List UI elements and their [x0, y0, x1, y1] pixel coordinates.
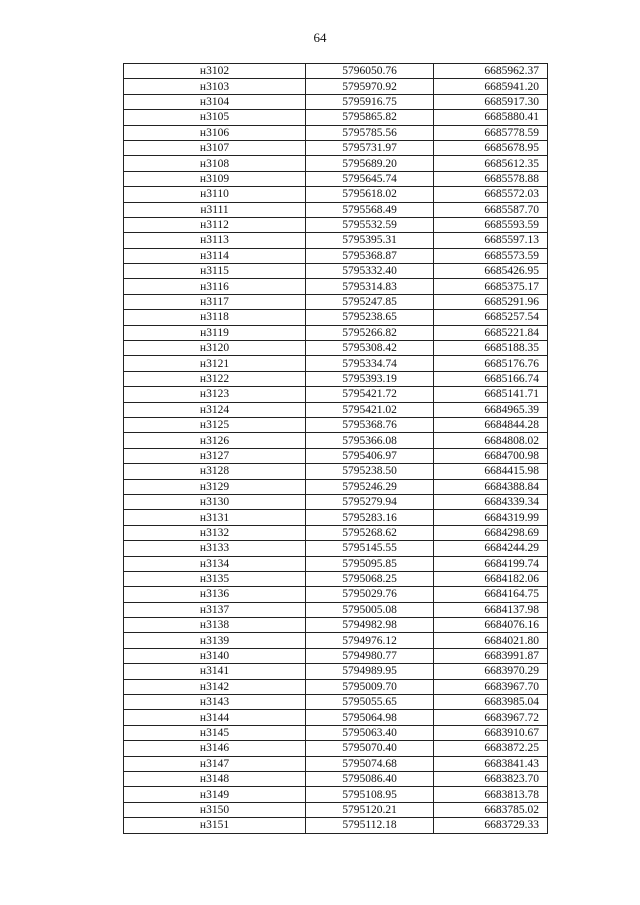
point-id-cell: н3106 [124, 125, 306, 140]
point-id-cell: н3105 [124, 110, 306, 125]
table-row [124, 464, 548, 479]
x-coordinate-cell: 5795731.97 [306, 140, 434, 155]
point-id-cell: н3104 [124, 94, 306, 109]
x-coordinate-cell: 5795532.59 [306, 217, 434, 232]
x-coordinate-cell: 5795393.19 [306, 371, 434, 386]
table-row [124, 448, 548, 463]
y-coordinate-cell: 6685257.54 [434, 310, 548, 325]
y-coordinate-cell: 6685962.37 [434, 64, 548, 79]
y-coordinate-cell: 6683785.02 [434, 802, 548, 817]
x-coordinate-cell: 5795689.20 [306, 156, 434, 171]
y-coordinate-cell: 6683813.78 [434, 787, 548, 802]
x-coordinate-cell: 5795005.08 [306, 602, 434, 617]
table-row [124, 110, 548, 125]
y-coordinate-cell: 6683729.33 [434, 818, 548, 833]
table-row [124, 156, 548, 171]
y-coordinate-cell: 6685291.96 [434, 294, 548, 309]
x-coordinate-cell: 5795334.74 [306, 356, 434, 371]
point-id-cell: н3119 [124, 325, 306, 340]
point-id-cell: н3135 [124, 571, 306, 586]
point-id-cell: н3144 [124, 710, 306, 725]
point-id-cell: н3115 [124, 264, 306, 279]
point-id-cell: н3126 [124, 433, 306, 448]
table-row [124, 79, 548, 94]
table-row [124, 387, 548, 402]
table-row [124, 202, 548, 217]
point-id-cell: н3149 [124, 787, 306, 802]
point-id-cell: н3147 [124, 756, 306, 771]
point-id-cell: н3148 [124, 771, 306, 786]
y-coordinate-cell: 6684021.80 [434, 633, 548, 648]
point-id-cell: н3146 [124, 741, 306, 756]
x-coordinate-cell: 5795308.42 [306, 341, 434, 356]
y-coordinate-cell: 6683967.72 [434, 710, 548, 725]
table-row [124, 140, 548, 155]
y-coordinate-cell: 6684808.02 [434, 433, 548, 448]
x-coordinate-cell: 5795055.65 [306, 695, 434, 710]
y-coordinate-cell: 6683910.67 [434, 725, 548, 740]
x-coordinate-cell: 5794989.95 [306, 664, 434, 679]
point-id-cell: н3132 [124, 525, 306, 540]
table-row [124, 695, 548, 710]
point-id-cell: н3110 [124, 187, 306, 202]
x-coordinate-cell: 5796050.76 [306, 64, 434, 79]
y-coordinate-cell: 6683970.29 [434, 664, 548, 679]
x-coordinate-cell: 5795279.94 [306, 494, 434, 509]
point-id-cell: н3128 [124, 464, 306, 479]
y-coordinate-cell: 6684339.34 [434, 494, 548, 509]
point-id-cell: н3142 [124, 679, 306, 694]
x-coordinate-cell: 5795283.16 [306, 510, 434, 525]
y-coordinate-cell: 6684244.29 [434, 541, 548, 556]
y-coordinate-cell: 6685426.95 [434, 264, 548, 279]
table-row [124, 341, 548, 356]
point-id-cell: н3140 [124, 648, 306, 663]
y-coordinate-cell: 6685597.13 [434, 233, 548, 248]
table-row [124, 356, 548, 371]
table-row [124, 402, 548, 417]
table-row [124, 233, 548, 248]
x-coordinate-cell: 5795395.31 [306, 233, 434, 248]
x-coordinate-cell: 5795029.76 [306, 587, 434, 602]
table-row [124, 710, 548, 725]
point-id-cell: н3129 [124, 479, 306, 494]
table-row [124, 541, 548, 556]
x-coordinate-cell: 5795086.40 [306, 771, 434, 786]
table-row [124, 248, 548, 263]
y-coordinate-cell: 6685678.95 [434, 140, 548, 155]
point-id-cell: н3109 [124, 171, 306, 186]
point-id-cell: н3107 [124, 140, 306, 155]
y-coordinate-cell: 6685375.17 [434, 279, 548, 294]
x-coordinate-cell: 5795095.85 [306, 556, 434, 571]
table-row [124, 325, 548, 340]
point-id-cell: н3150 [124, 802, 306, 817]
y-coordinate-cell: 6685593.59 [434, 217, 548, 232]
x-coordinate-cell: 5795238.50 [306, 464, 434, 479]
table-row [124, 187, 548, 202]
table-row [124, 802, 548, 817]
table-row [124, 371, 548, 386]
y-coordinate-cell: 6684298.69 [434, 525, 548, 540]
table-row [124, 310, 548, 325]
y-coordinate-cell: 6683985.04 [434, 695, 548, 710]
table-row [124, 664, 548, 679]
point-id-cell: н3117 [124, 294, 306, 309]
y-coordinate-cell: 6685573.59 [434, 248, 548, 263]
y-coordinate-cell: 6684319.99 [434, 510, 548, 525]
x-coordinate-cell: 5795314.83 [306, 279, 434, 294]
y-coordinate-cell: 6685778.59 [434, 125, 548, 140]
point-id-cell: н3131 [124, 510, 306, 525]
x-coordinate-cell: 5795120.21 [306, 802, 434, 817]
y-coordinate-cell: 6683872.25 [434, 741, 548, 756]
point-id-cell: н3138 [124, 618, 306, 633]
point-id-cell: н3130 [124, 494, 306, 509]
x-coordinate-cell: 5795618.02 [306, 187, 434, 202]
table-row [124, 602, 548, 617]
coordinates-table [123, 63, 548, 834]
point-id-cell: н3123 [124, 387, 306, 402]
table-row [124, 556, 548, 571]
y-coordinate-cell: 6684137.98 [434, 602, 548, 617]
table-row [124, 64, 548, 79]
table-row [124, 494, 548, 509]
y-coordinate-cell: 6684164.75 [434, 587, 548, 602]
x-coordinate-cell: 5795970.92 [306, 79, 434, 94]
table-row [124, 818, 548, 833]
y-coordinate-cell: 6685176.76 [434, 356, 548, 371]
table-row [124, 479, 548, 494]
x-coordinate-cell: 5795368.76 [306, 417, 434, 432]
point-id-cell: н3143 [124, 695, 306, 710]
table-row [124, 679, 548, 694]
point-id-cell: н3116 [124, 279, 306, 294]
point-id-cell: н3136 [124, 587, 306, 602]
x-coordinate-cell: 5795368.87 [306, 248, 434, 263]
x-coordinate-cell: 5795406.97 [306, 448, 434, 463]
table-row [124, 525, 548, 540]
x-coordinate-cell: 5795421.72 [306, 387, 434, 402]
table-row [124, 94, 548, 109]
table-row [124, 771, 548, 786]
x-coordinate-cell: 5795068.25 [306, 571, 434, 586]
x-coordinate-cell: 5795112.18 [306, 818, 434, 833]
point-id-cell: н3114 [124, 248, 306, 263]
y-coordinate-cell: 6684415.98 [434, 464, 548, 479]
page-number: 64 [313, 30, 327, 45]
point-id-cell: н3122 [124, 371, 306, 386]
x-coordinate-cell: 5795246.29 [306, 479, 434, 494]
table-row [124, 787, 548, 802]
x-coordinate-cell: 5795070.40 [306, 741, 434, 756]
table-row [124, 756, 548, 771]
x-coordinate-cell: 5795645.74 [306, 171, 434, 186]
y-coordinate-cell: 6685572.03 [434, 187, 548, 202]
y-coordinate-cell: 6684199.74 [434, 556, 548, 571]
x-coordinate-cell: 5794980.77 [306, 648, 434, 663]
y-coordinate-cell: 6684700.98 [434, 448, 548, 463]
coordinates-table-body [124, 64, 548, 834]
x-coordinate-cell: 5794982.98 [306, 618, 434, 633]
y-coordinate-cell: 6685188.35 [434, 341, 548, 356]
x-coordinate-cell: 5795268.62 [306, 525, 434, 540]
point-id-cell: н3112 [124, 217, 306, 232]
table-row [124, 571, 548, 586]
x-coordinate-cell: 5795063.40 [306, 725, 434, 740]
point-id-cell: н3120 [124, 341, 306, 356]
y-coordinate-cell: 6683841.43 [434, 756, 548, 771]
y-coordinate-cell: 6684388.84 [434, 479, 548, 494]
point-id-cell: н3139 [124, 633, 306, 648]
x-coordinate-cell: 5795009.70 [306, 679, 434, 694]
point-id-cell: н3124 [124, 402, 306, 417]
y-coordinate-cell: 6684076.16 [434, 618, 548, 633]
point-id-cell: н3102 [124, 64, 306, 79]
point-id-cell: н3134 [124, 556, 306, 571]
table-row [124, 125, 548, 140]
point-id-cell: н3125 [124, 417, 306, 432]
y-coordinate-cell: 6683991.87 [434, 648, 548, 663]
x-coordinate-cell: 5795865.82 [306, 110, 434, 125]
x-coordinate-cell: 5795064.98 [306, 710, 434, 725]
x-coordinate-cell: 5795238.65 [306, 310, 434, 325]
y-coordinate-cell: 6685221.84 [434, 325, 548, 340]
x-coordinate-cell: 5795266.82 [306, 325, 434, 340]
point-id-cell: н3108 [124, 156, 306, 171]
y-coordinate-cell: 6685612.35 [434, 156, 548, 171]
table-row [124, 618, 548, 633]
point-id-cell: н3103 [124, 79, 306, 94]
table-row [124, 264, 548, 279]
x-coordinate-cell: 5795074.68 [306, 756, 434, 771]
point-id-cell: н3133 [124, 541, 306, 556]
y-coordinate-cell: 6685578.88 [434, 171, 548, 186]
point-id-cell: н3121 [124, 356, 306, 371]
x-coordinate-cell: 5795145.55 [306, 541, 434, 556]
x-coordinate-cell: 5795785.56 [306, 125, 434, 140]
y-coordinate-cell: 6684182.06 [434, 571, 548, 586]
point-id-cell: н3111 [124, 202, 306, 217]
table-row [124, 741, 548, 756]
table-row [124, 294, 548, 309]
x-coordinate-cell: 5795108.95 [306, 787, 434, 802]
point-id-cell: н3137 [124, 602, 306, 617]
point-id-cell: н3145 [124, 725, 306, 740]
point-id-cell: н3113 [124, 233, 306, 248]
table-row [124, 633, 548, 648]
x-coordinate-cell: 5795332.40 [306, 264, 434, 279]
point-id-cell: н3141 [124, 664, 306, 679]
y-coordinate-cell: 6684844.28 [434, 417, 548, 432]
x-coordinate-cell: 5795421.02 [306, 402, 434, 417]
y-coordinate-cell: 6683967.70 [434, 679, 548, 694]
x-coordinate-cell: 5795568.49 [306, 202, 434, 217]
y-coordinate-cell: 6685917.30 [434, 94, 548, 109]
y-coordinate-cell: 6685880.41 [434, 110, 548, 125]
y-coordinate-cell: 6683823.70 [434, 771, 548, 786]
point-id-cell: н3127 [124, 448, 306, 463]
y-coordinate-cell: 6685141.71 [434, 387, 548, 402]
y-coordinate-cell: 6685941.20 [434, 79, 548, 94]
table-row [124, 587, 548, 602]
table-row [124, 217, 548, 232]
y-coordinate-cell: 6684965.39 [434, 402, 548, 417]
table-row [124, 725, 548, 740]
x-coordinate-cell: 5794976.12 [306, 633, 434, 648]
table-row [124, 648, 548, 663]
y-coordinate-cell: 6685587.70 [434, 202, 548, 217]
point-id-cell: н3118 [124, 310, 306, 325]
y-coordinate-cell: 6685166.74 [434, 371, 548, 386]
point-id-cell: н3151 [124, 818, 306, 833]
x-coordinate-cell: 5795916.75 [306, 94, 434, 109]
table-row [124, 279, 548, 294]
x-coordinate-cell: 5795366.08 [306, 433, 434, 448]
x-coordinate-cell: 5795247.85 [306, 294, 434, 309]
table-row [124, 433, 548, 448]
table-row [124, 417, 548, 432]
table-row [124, 510, 548, 525]
table-row [124, 171, 548, 186]
